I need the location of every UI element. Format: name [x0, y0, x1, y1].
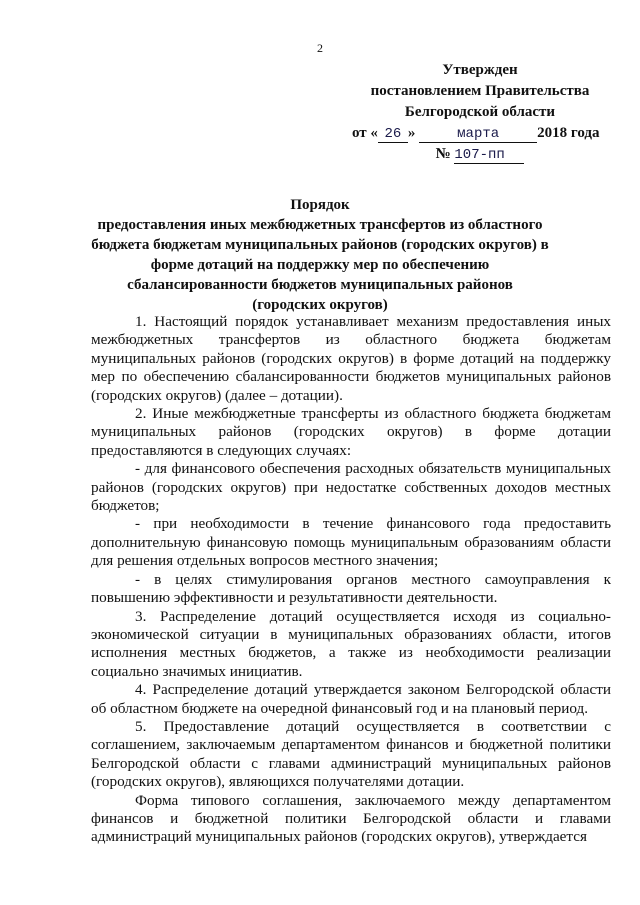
- number-value: 107-пп: [454, 147, 524, 164]
- date-day: 26: [378, 126, 408, 143]
- page-number: 2: [317, 41, 323, 55]
- paragraph-1: 1. Настоящий порядок устанавливает механизм предоставления иных межбюджетных трансфертов из областного бюджета бюджетам муниципальных районов (городских округов) в форме дотаций на поддержку мер по обеспечению сбалансированности бюджетов муниципальных районов (городских округов) (далее – дотации).: [91, 313, 611, 404]
- approval-line-region: Белгородской области: [404, 104, 556, 120]
- paragraph-5-continuation: Форма типового соглашения, заключаемого между департаментом финансов и бюджетной политики Белгородской области и главами администраций муниципальных районов (городских округов), утверждается: [91, 791, 611, 846]
- paragraph-5: 5. Предоставление дотаций осуществляется в соответствии с соглашением, заключаемым департаментом финансов и бюджетной политики Белгородской области с главами администраций муниципальных районов (городских округов), являющихся получателями дотации.: [91, 717, 611, 791]
- title-heading: Порядок: [290, 197, 350, 213]
- date-month: марта: [419, 126, 537, 143]
- paragraph-2: 2. Иные межбюджетные трансферты из областного бюджета бюджетам муниципальных районов (городских округов) в форме дотации предоставляются в следующих случаях:: [91, 405, 611, 459]
- paragraph-3: 3. Распределение дотаций осуществляется исходя из социально-экономической ситуации в муниципальных образованиях области, итогов исполнения местных бюджетов, а также из необходимости реализации социально значимых инициатив.: [91, 607, 611, 680]
- document-body: [91, 313, 611, 847]
- paragraph-4: 4. Распределение дотаций утверждается законом Белгородской области об областном бюджете на очередной финансовый год и на плановый период.: [91, 681, 611, 717]
- paragraph-2-item-3: - в целях стимулирования органов местного самоуправления к повышению эффективности и результативности деятельности.: [91, 570, 611, 607]
- approval-number: [350, 144, 610, 165]
- approval-stamp: [350, 60, 610, 165]
- approval-date: [352, 123, 610, 144]
- paragraph-2-item-1: - для финансового обеспечения расходных обязательств муниципальных районов (городских округов) при недостатке собственных доходов местных бюджетов;: [91, 460, 611, 515]
- number-prefix: №: [435, 146, 451, 162]
- date-mid: »: [407, 125, 416, 141]
- date-year: 2018 года: [537, 125, 600, 141]
- title-subtitle: предоставления иных межбюджетных трансфертов из областного бюджета бюджетам муниципальных районов (городских округов) в форме дотаций на поддержку мер по обеспечению сбалансированности бюджетов муниципальных районов (городских округов): [91, 217, 549, 313]
- document-title: [90, 195, 550, 315]
- approval-line-approved: Утвержден: [442, 62, 518, 78]
- date-prefix: от «: [352, 125, 378, 141]
- paragraph-2-item-2: - при необходимости в течение финансового года предоставить дополнительную финансовую помощь муниципальным образованиям области для решения отдельных вопросов местного значения;: [91, 515, 611, 570]
- approval-line-decree: постановлением Правительства: [370, 83, 590, 99]
